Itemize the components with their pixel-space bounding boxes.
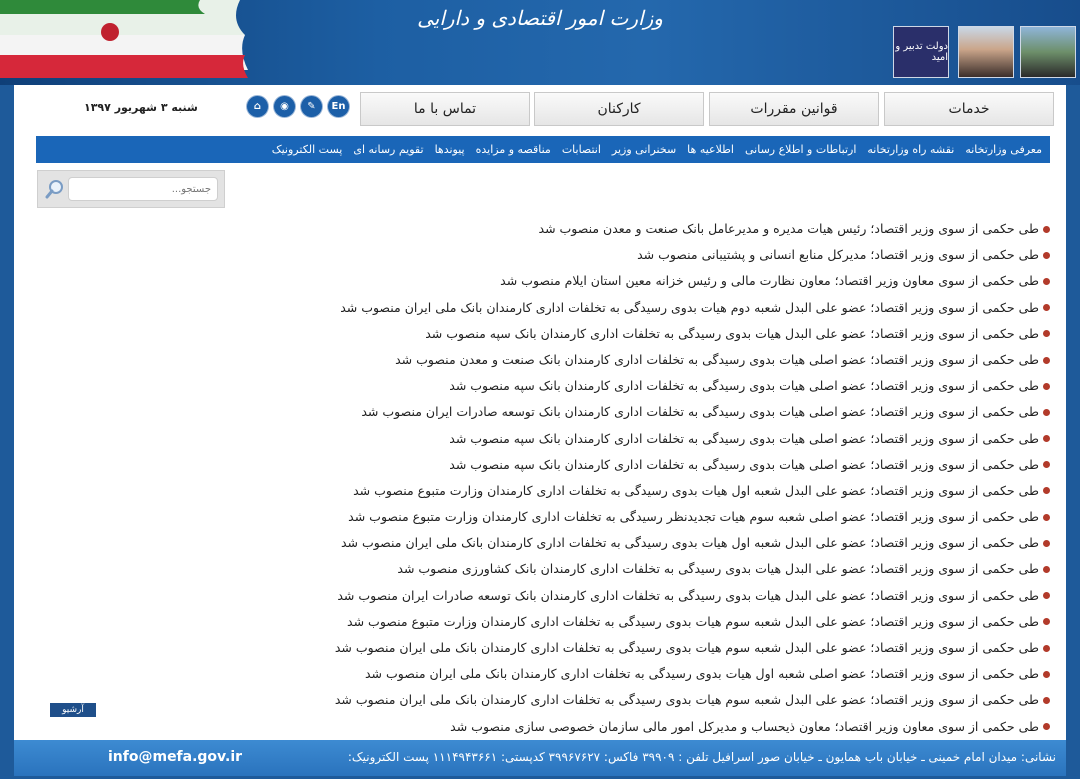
news-item[interactable] [170,556,1050,582]
site-footer [14,740,1066,776]
news-title[interactable]: طی حکمی از سوی وزیر اقتصاد؛ عضو اصلی هیات بدوی رسیدگی به تخلفات اداری کارمندان بانک توسعه صادرات ایران منصوب شد [361,404,1039,420]
tools-icon[interactable]: ✎ [301,96,322,117]
bullet-icon [1043,252,1050,259]
archive-button[interactable]: آرشیو [50,703,96,717]
bullet-icon [1043,409,1050,416]
news-title[interactable]: طی حکمی از سوی معاون وزیر اقتصاد؛ معاون ذیحساب و مدیرکل امور مالی سازمان خصوصی سازی منصوب شد [450,718,1039,734]
bullet-icon [1043,540,1050,547]
bullet-icon [1043,304,1050,311]
news-title[interactable]: طی حکمی از سوی وزیر اقتصاد؛ عضو اصلی هیات بدوی رسیدگی به تخلفات اداری کارمندان بانک سپه منصوب شد [449,378,1039,394]
bullet-icon [1043,566,1050,573]
bullet-icon [1043,226,1050,233]
nav-item-minister-speeches[interactable]: سخنرانی وزیر [611,143,677,156]
home-icon[interactable]: ⌂ [247,96,268,117]
bullet-icon [1043,278,1050,285]
news-title[interactable]: طی حکمی از سوی معاون وزیر اقتصاد؛ معاون نظارت مالی و رئیس خزانه معین استان ایلام منصوب شد [500,273,1039,289]
footer-address: نشانی: میدان امام خمینی ـ خیابان باب همایون ـ خیابان صور اسرافیل تلفن : ۳۹۹۰۹ فاکس: ۳۹۹۶۷۶۲۷ کدپستی: ۱۱۱۴۹۴۳۶۶۱ پست الکترونیک: [347,750,1056,764]
nav-item-about[interactable]: معرفی وزارتخانه [965,143,1042,156]
nav-item-media-calendar[interactable]: تقویم رسانه ای [353,143,424,156]
nav-item-appointments[interactable]: انتصابات [561,143,601,156]
news-title[interactable]: طی حکمی از سوی وزیر اقتصاد؛ عضو علی البدل شعبه اول هیات بدوی رسیدگی به تخلفات اداری کارمندان بانک ملی ایران منصوب شد [340,535,1039,551]
news-title[interactable]: طی حکمی از سوی وزیر اقتصاد؛ عضو اصلی هیات بدوی رسیدگی به تخلفات اداری کارمندان بانک سپه منصوب شد [449,456,1039,472]
news-title[interactable]: طی حکمی از سوی وزیر اقتصاد؛ عضو اصلی شعبه سوم هیات تجدیدنظر رسیدگی به تخلفات اداری کارمندان وزارت متبوع منصوب شد [348,509,1039,525]
leader-portrait-image [1020,26,1076,78]
news-item[interactable] [170,687,1050,713]
news-item[interactable] [170,216,1050,242]
news-item[interactable] [170,452,1050,478]
news-item[interactable] [170,295,1050,321]
news-item[interactable] [170,373,1050,399]
news-item[interactable] [170,347,1050,373]
news-title[interactable]: طی حکمی از سوی وزیر اقتصاد؛ عضو اصلی هیات بدوی رسیدگی به تخلفات اداری کارمندان بانک سپه منصوب شد [449,430,1039,446]
bullet-icon [1043,383,1050,390]
iran-flag-image [0,0,250,80]
news-title[interactable]: طی حکمی از سوی وزیر اقتصاد؛ عضو علی البدل هیات بدوی رسیدگی به تخلفات اداری کارمندان بانک سپه منصوب شد [425,325,1039,341]
search-icon[interactable] [44,178,66,200]
president-portrait-image [958,26,1014,78]
tab-laws-regulations[interactable]: قوانین مقررات [709,92,879,126]
nav-item-announcements[interactable]: اطلاعیه ها [687,143,734,156]
nav-item-communications[interactable]: ارتباطات و اطلاع رسانی [744,143,857,156]
bullet-icon [1043,514,1050,521]
bullet-icon [1043,487,1050,494]
news-item[interactable] [170,504,1050,530]
bullet-icon [1043,330,1050,337]
news-title[interactable]: طی حکمی از سوی وزیر اقتصاد؛ عضو علی البدل شعبه سوم هیات بدوی رسیدگی به تخلفات اداری کارمندان بانک ملی ایران منصوب شد [334,640,1039,655]
rss-icon[interactable]: ◉ [274,96,295,117]
site-header [0,0,1080,85]
bullet-icon [1043,723,1050,730]
news-item[interactable] [170,583,1050,609]
news-item[interactable] [170,478,1050,504]
news-item[interactable] [170,426,1050,452]
news-item[interactable] [170,321,1050,347]
english-language-button[interactable]: En [328,96,349,117]
bullet-icon [1043,671,1050,678]
news-item[interactable] [170,714,1050,740]
footer-email-link[interactable]: info@mefa.gov.ir [108,749,243,765]
bullet-icon [1043,645,1050,652]
news-title[interactable]: طی حکمی از سوی وزیر اقتصاد؛ عضو علی البدل هیات بدوی رسیدگی به تخلفات اداری کارمندان بانک توسعه صادرات ایران منصوب شد [337,587,1039,603]
nav-item-links[interactable]: پیوندها [434,143,465,156]
nav-item-email[interactable]: پست الکترونیک [271,143,343,156]
government-logo: دولت تدبیر و امید [893,26,949,78]
news-title[interactable]: طی حکمی از سوی وزیر اقتصاد؛ عضو علی البدل شعبه سوم هیات بدوی رسیدگی به تخلفات اداری کارمندان بانک ملی ایران منصوب شد [334,692,1039,708]
nav-item-roadmap[interactable]: نقشه راه وزارتخانه [867,143,955,156]
news-item[interactable] [170,635,1050,661]
tab-contact-us[interactable]: تماس با ما [360,92,530,126]
news-title[interactable]: طی حکمی از سوی وزیر اقتصاد؛ عضو علی البدل شعبه سوم هیات بدوی رسیدگی به تخلفات اداری کارمندان وزارت متبوع منصوب شد [347,613,1039,629]
news-item[interactable] [170,399,1050,425]
news-item[interactable] [170,661,1050,687]
bullet-icon [1043,435,1050,442]
bullet-icon [1043,592,1050,599]
news-item[interactable] [170,530,1050,556]
news-title[interactable]: طی حکمی از سوی وزیر اقتصاد؛ مدیرکل منابع انسانی و پشتیبانی منصوب شد [637,247,1039,263]
news-title[interactable]: طی حکمی از سوی وزیر اقتصاد؛ عضو علی البدل شعبه اول هیات بدوی رسیدگی به تخلفات اداری کارمندان وزارت متبوع منصوب شد [353,482,1039,498]
current-date: شنبه ۳ شهریور ۱۳۹۷ [84,101,198,114]
tab-staff[interactable]: کارکنان [534,92,704,126]
news-item[interactable] [170,609,1050,635]
search-input[interactable] [68,177,218,201]
bullet-icon [1043,461,1050,468]
bullet-icon [1043,357,1050,364]
news-item[interactable] [170,242,1050,268]
news-title[interactable]: طی حکمی از سوی وزیر اقتصاد؛ رئیس هیات مدیره و مدیرعامل بانک صنعت و معدن منصوب شد [538,221,1039,236]
main-nav-bar [36,136,1050,163]
news-title[interactable]: طی حکمی از سوی وزیر اقتصاد؛ عضو علی البدل شعبه دوم هیات بدوی رسیدگی به تخلفات اداری کارمندان بانک ملی ایران منصوب شد [340,299,1039,315]
news-title[interactable]: طی حکمی از سوی وزیر اقتصاد؛ عضو اصلی هیات بدوی رسیدگی به تخلفات اداری کارمندان بانک صنعت و معدن منصوب شد [395,351,1039,367]
site-title: وزارت امور اقتصادی و دارایی [417,6,663,30]
news-list [170,216,1050,740]
tab-services[interactable]: خدمات [884,92,1054,126]
search-box [37,170,225,208]
nav-item-tenders[interactable]: مناقصه و مزایده [475,143,551,156]
bullet-icon [1043,697,1050,704]
news-title[interactable]: طی حکمی از سوی وزیر اقتصاد؛ عضو اصلی شعبه اول هیات بدوی رسیدگی به تخلفات اداری کارمندان بانک ملی ایران منصوب شد [365,666,1039,682]
bullet-icon [1043,618,1050,625]
news-item[interactable] [170,268,1050,294]
news-title[interactable]: طی حکمی از سوی وزیر اقتصاد؛ عضو علی البدل هیات بدوی رسیدگی به تخلفات اداری کارمندان بانک کشاورزی منصوب شد [397,561,1039,577]
